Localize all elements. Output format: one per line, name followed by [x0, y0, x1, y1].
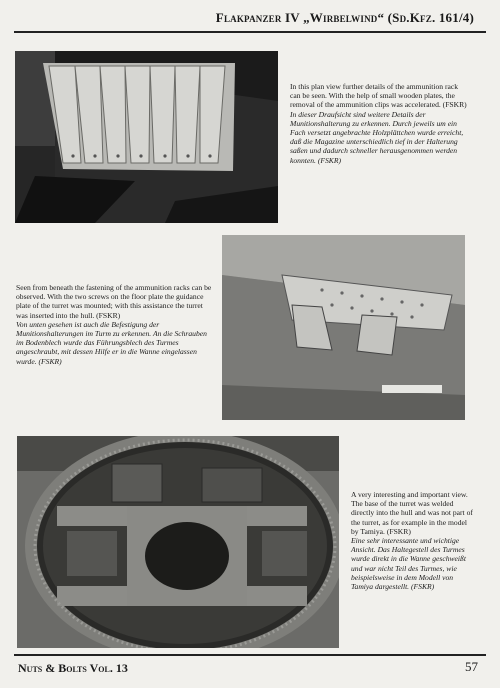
caption-bottom-en: A very interesting and important view. The base of the turret was welded directly into the hull and was not part of the turret, as for example in the model by Tamiya. (FSKR) — [351, 490, 473, 536]
caption-middle-en: Seen from beneath the fastening of the ammunition racks can be observed. With the two screws on the floor plate the guidance plate of the turret was mounted; with this assistance the turret was inserted into the hull. (FSKR) — [16, 283, 212, 320]
caption-bottom — [351, 490, 476, 591]
header-rule — [14, 31, 486, 33]
caption-top-en: In this plan view further details of the ammunition rack can be seen. With the help of small wooden plates, the removal of the ammunition clips was accelerated. (FSKR) — [290, 82, 467, 110]
photo-ammunition-rack-beneath — [222, 235, 465, 420]
footer-rule — [14, 654, 486, 656]
photo-turret-base — [17, 436, 339, 648]
caption-middle-de: Von unten gesehen ist auch die Befestigung der Munitionshalterungen im Turm zu erkennen. An die Schrauben im Bodenblech wurde das Führungsblech des Turmes angeschraubt, mit dessen Hilfe er in die Wanne eingelassen wurde. (FSKR) — [16, 319, 207, 366]
caption-bottom-de: Eine sehr interessante und wichtige Ansicht. Das Haltegestell des Turmes wurde direkt in die Wanne geschweißt und war nicht Teil des Turmes, wie beispielsweise in dem Modell von Tamiya dargestellt. (FSKR) — [351, 536, 466, 592]
page-number: 57 — [465, 659, 478, 674]
footer-series-title: Nuts & Bolts Vol. 13 — [18, 661, 128, 675]
caption-top-de: In dieser Draufsicht sind weitere Details der Munitionshalterung zu erkennen. Durch jeweils um ein Fach versetzt angebrachte Holzplättchen wurde erreicht, daß die Magazine unterschiedlich tief in der Halterung saßen und dadurch schneller herausgenommen werden konnten. (FSKR) — [290, 109, 464, 165]
caption-top — [290, 82, 470, 165]
page-header-title: Flakpanzer IV „Wirbelwind“ (Sd.Kfz. 161/4) — [215, 10, 474, 25]
photo-ammunition-rack-plan — [15, 51, 278, 223]
caption-middle — [16, 283, 216, 366]
